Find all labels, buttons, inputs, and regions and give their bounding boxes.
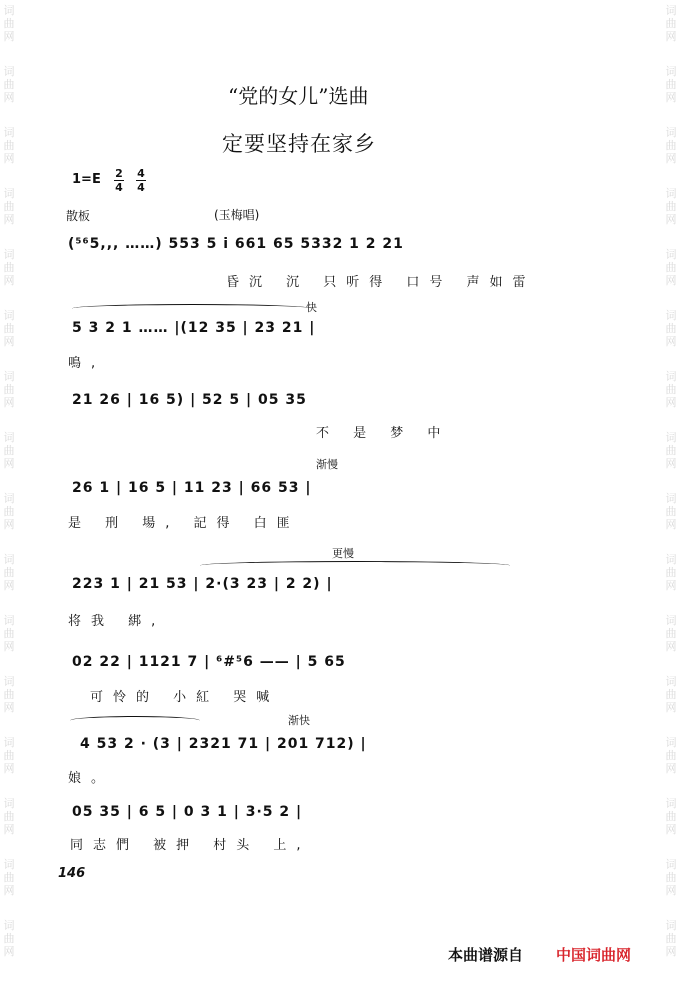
watermark-char: 网 bbox=[665, 579, 677, 592]
watermark-char: 词 bbox=[665, 370, 677, 383]
watermark-char: 曲 bbox=[665, 688, 677, 701]
notation-line: (⁵⁶5,,, ……) 553 5 i 661 65 5332 1 2 21 bbox=[68, 236, 404, 252]
watermark-char: 网 bbox=[3, 30, 15, 43]
watermark-char: 词 bbox=[3, 797, 15, 810]
watermark-char: 词 bbox=[665, 614, 677, 627]
watermark-char: 词 bbox=[665, 858, 677, 871]
watermark-char: 曲 bbox=[3, 688, 15, 701]
watermark-char: 词 bbox=[3, 431, 15, 444]
notation-line: 21 26 | 16 5) | 52 5 | 05 35 bbox=[72, 392, 307, 408]
watermark-char: 词 bbox=[665, 4, 677, 17]
key-signature: 1=E bbox=[72, 172, 101, 187]
watermark-char: 词 bbox=[3, 553, 15, 566]
watermark-char: 词 bbox=[665, 126, 677, 139]
watermark-char: 网 bbox=[665, 884, 677, 897]
tempo-mark: 渐慢 bbox=[316, 458, 338, 471]
watermark-char: 曲 bbox=[3, 17, 15, 30]
watermark-char: 曲 bbox=[3, 139, 15, 152]
watermark-char: 词 bbox=[665, 492, 677, 505]
song-title: 定要坚持在家乡 bbox=[222, 132, 376, 156]
watermark-char: 曲 bbox=[665, 261, 677, 274]
watermark-char: 网 bbox=[665, 762, 677, 775]
watermark-char: 曲 bbox=[3, 322, 15, 335]
watermark-char: 曲 bbox=[3, 200, 15, 213]
watermark-char: 词 bbox=[665, 187, 677, 200]
notation-line: 26 1 | 16 5 | 11 23 | 66 53 | bbox=[72, 480, 312, 496]
watermark-char: 网 bbox=[3, 579, 15, 592]
source-site-link[interactable]: 中国词曲网 bbox=[556, 946, 632, 964]
tempo-mark: 更慢 bbox=[332, 547, 354, 560]
tempo-mark: 快 bbox=[306, 301, 317, 314]
watermark-char: 曲 bbox=[3, 566, 15, 579]
time-signature-2: 4 4 bbox=[137, 167, 145, 194]
watermark-char: 网 bbox=[3, 152, 15, 165]
watermark-char: 网 bbox=[3, 640, 15, 653]
watermark-char: 网 bbox=[665, 701, 677, 714]
watermark-char: 曲 bbox=[665, 566, 677, 579]
watermark-char: 网 bbox=[3, 884, 15, 897]
watermark-char: 曲 bbox=[665, 17, 677, 30]
watermark-char: 网 bbox=[665, 30, 677, 43]
slur bbox=[70, 716, 200, 725]
lyric-line: 将我 綁, bbox=[68, 614, 166, 629]
watermark-right bbox=[663, 0, 679, 958]
page-title: “党的女儿”选曲 bbox=[228, 84, 369, 108]
page-number: 146 bbox=[58, 866, 86, 881]
watermark-char: 曲 bbox=[3, 261, 15, 274]
watermark-char: 网 bbox=[665, 823, 677, 836]
singer-label: (玉梅唱) bbox=[214, 208, 260, 222]
watermark-char: 曲 bbox=[3, 871, 15, 884]
watermark-char: 网 bbox=[3, 396, 15, 409]
watermark-char: 曲 bbox=[665, 444, 677, 457]
tempo-marking: 散板 bbox=[66, 209, 91, 223]
notation-line: 4 53 2 · (3 | 2321 71 | 201 712) | bbox=[80, 736, 367, 752]
watermark-char: 词 bbox=[665, 736, 677, 749]
watermark-char: 词 bbox=[3, 614, 15, 627]
lyric-line: 不 是 梦 中 bbox=[316, 426, 451, 441]
watermark-char: 词 bbox=[665, 553, 677, 566]
watermark-char: 词 bbox=[665, 309, 677, 322]
watermark-char: 网 bbox=[665, 518, 677, 531]
watermark-char: 网 bbox=[3, 457, 15, 470]
watermark-char: 网 bbox=[665, 91, 677, 104]
watermark-char: 网 bbox=[3, 945, 15, 958]
watermark-char: 网 bbox=[665, 945, 677, 958]
watermark-char: 曲 bbox=[3, 78, 15, 91]
watermark-char: 网 bbox=[665, 213, 677, 226]
watermark-char: 曲 bbox=[3, 383, 15, 396]
watermark-char: 曲 bbox=[665, 322, 677, 335]
lyric-line: 是 刑 場, 記得 白匪 bbox=[68, 516, 300, 531]
watermark-char: 词 bbox=[3, 309, 15, 322]
watermark-char: 曲 bbox=[3, 444, 15, 457]
watermark-char: 曲 bbox=[3, 627, 15, 640]
notation-line: 02 22 | 1121 7 | ⁶#⁵6 —— | 5 65 bbox=[72, 654, 346, 670]
watermark-char: 网 bbox=[3, 823, 15, 836]
watermark-char: 词 bbox=[3, 248, 15, 261]
watermark-char: 网 bbox=[3, 518, 15, 531]
watermark-char: 网 bbox=[3, 91, 15, 104]
watermark-char: 曲 bbox=[665, 749, 677, 762]
watermark-char: 网 bbox=[3, 213, 15, 226]
watermark-char: 词 bbox=[3, 4, 15, 17]
watermark-char: 曲 bbox=[3, 749, 15, 762]
watermark-char: 网 bbox=[665, 274, 677, 287]
watermark-char: 词 bbox=[665, 675, 677, 688]
watermark-char: 词 bbox=[665, 431, 677, 444]
watermark-char: 网 bbox=[3, 701, 15, 714]
watermark-char: 词 bbox=[665, 919, 677, 932]
lyric-line: 同志們 被押 村头 上, bbox=[70, 838, 311, 853]
watermark-char: 词 bbox=[3, 736, 15, 749]
watermark-char: 网 bbox=[665, 152, 677, 165]
watermark-char: 曲 bbox=[665, 810, 677, 823]
watermark-char: 词 bbox=[665, 797, 677, 810]
lyric-line: 鳴, bbox=[68, 356, 106, 371]
watermark-left bbox=[1, 0, 17, 958]
watermark-char: 曲 bbox=[665, 505, 677, 518]
watermark-char: 曲 bbox=[3, 932, 15, 945]
notation-line: 5 3 2 1 …… |(12 35 | 23 21 | bbox=[72, 320, 316, 336]
watermark-char: 词 bbox=[3, 675, 15, 688]
slur bbox=[72, 304, 312, 313]
watermark-char: 网 bbox=[3, 274, 15, 287]
watermark-char: 词 bbox=[3, 126, 15, 139]
watermark-char: 网 bbox=[3, 762, 15, 775]
slur bbox=[200, 561, 510, 570]
watermark-char: 曲 bbox=[3, 505, 15, 518]
lyric-line: 昏沉 沉 只听得 口号 声如雷 bbox=[226, 275, 536, 290]
watermark-char: 词 bbox=[3, 65, 15, 78]
lyric-line: 娘。 bbox=[68, 771, 115, 786]
watermark-char: 曲 bbox=[3, 810, 15, 823]
watermark-char: 网 bbox=[665, 335, 677, 348]
notation-line: 05 35 | 6 5 | 0 3 1 | 3·5 2 | bbox=[72, 804, 303, 820]
watermark-char: 曲 bbox=[665, 627, 677, 640]
watermark-char: 词 bbox=[3, 858, 15, 871]
notation-line: 223 1 | 21 53 | 2·(3 23 | 2 2) | bbox=[72, 576, 333, 592]
source-label: 本曲谱源自 bbox=[448, 946, 524, 964]
time-signature-1: 2 4 bbox=[115, 167, 123, 194]
watermark-char: 网 bbox=[665, 396, 677, 409]
lyric-line: 可怜的 小紅 哭喊 bbox=[90, 690, 280, 705]
watermark-char: 曲 bbox=[665, 139, 677, 152]
watermark-char: 曲 bbox=[665, 932, 677, 945]
watermark-char: 词 bbox=[3, 492, 15, 505]
watermark-char: 网 bbox=[3, 335, 15, 348]
watermark-char: 曲 bbox=[665, 78, 677, 91]
watermark-char: 词 bbox=[3, 370, 15, 383]
watermark-char: 词 bbox=[3, 187, 15, 200]
watermark-char: 词 bbox=[3, 919, 15, 932]
watermark-char: 词 bbox=[665, 248, 677, 261]
watermark-char: 曲 bbox=[665, 200, 677, 213]
watermark-char: 曲 bbox=[665, 383, 677, 396]
watermark-char: 曲 bbox=[665, 871, 677, 884]
watermark-char: 网 bbox=[665, 457, 677, 470]
watermark-char: 网 bbox=[665, 640, 677, 653]
watermark-char: 词 bbox=[665, 65, 677, 78]
tempo-mark: 渐快 bbox=[288, 714, 310, 727]
